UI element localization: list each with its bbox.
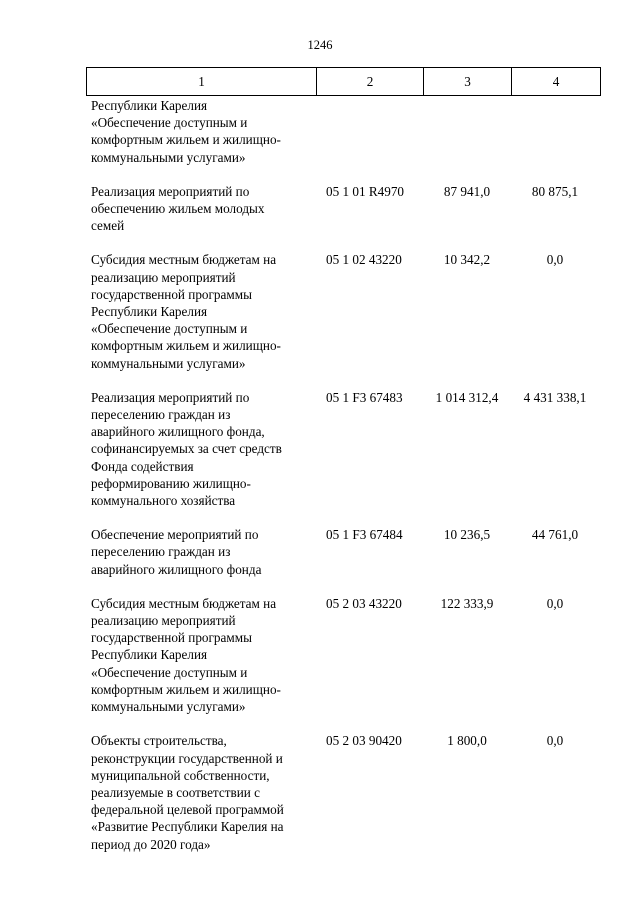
- description-line: аварийного жилищного фонда: [91, 561, 262, 577]
- row-value-col3: [423, 97, 511, 166]
- row-value-col4: 44 761,0: [531, 527, 579, 543]
- description-line: Субсидия местным бюджетам на: [91, 252, 277, 268]
- row-value-col4: 0,0: [546, 252, 564, 268]
- row-description: [86, 183, 316, 235]
- description-line: Республики Карелия: [91, 304, 208, 320]
- table-row: [86, 389, 601, 509]
- row-value-col3: 87 941,0: [443, 183, 491, 199]
- row-description: [86, 389, 316, 509]
- row-value-col4: 0,0: [546, 595, 564, 611]
- description-line: федеральной целевой программой: [91, 802, 284, 818]
- row-code: 05 1 F3 67483: [326, 389, 403, 405]
- description-line: комфортным жильем и жилищно-: [91, 132, 281, 148]
- description-line: «Развитие Республики Карелия на: [91, 819, 284, 835]
- row-code: [316, 97, 423, 166]
- row-description: [86, 732, 316, 852]
- row-value-col3: 10 342,2: [443, 252, 491, 268]
- header-col-2: 2: [317, 68, 424, 95]
- row-code: 05 1 F3 67484: [326, 527, 403, 543]
- row-code: 05 2 03 43220: [326, 595, 402, 611]
- description-line: реализацию мероприятий: [91, 613, 236, 629]
- table-row: [86, 183, 601, 235]
- row-code: 05 1 02 43220: [326, 252, 402, 268]
- description-line: Обеспечение мероприятий по: [91, 527, 259, 543]
- table-row: [86, 97, 601, 166]
- description-line: реализацию мероприятий: [91, 269, 236, 285]
- row-value-col4: 4 431 338,1: [523, 389, 587, 405]
- description-line: переселению граждан из: [91, 544, 231, 560]
- header-col-1: 1: [87, 68, 317, 95]
- row-value-col3: 122 333,9: [440, 595, 494, 611]
- description-line: комфортным жильем и жилищно-: [91, 681, 281, 697]
- row-value-col4: [511, 97, 599, 166]
- page-number: 1246: [307, 38, 333, 52]
- description-line: Республики Карелия: [91, 98, 208, 113]
- description-line: семей: [91, 218, 125, 234]
- table-row: [86, 732, 601, 852]
- table-row: [86, 251, 601, 371]
- description-line: аварийного жилищного фонда,: [91, 424, 265, 440]
- row-value-col3: 1 014 312,4: [435, 389, 499, 405]
- row-description: [86, 595, 316, 715]
- description-line: Республики Карелия: [91, 647, 208, 663]
- description-line: переселению граждан из: [91, 407, 231, 423]
- description-line: Реализация мероприятий по: [91, 389, 250, 405]
- row-code: 05 1 01 R4970: [326, 183, 405, 199]
- table-header: [86, 67, 601, 96]
- description-line: Субсидия местным бюджетам на: [91, 595, 277, 611]
- description-line: «Обеспечение доступным и: [91, 664, 248, 680]
- row-description: [86, 251, 316, 371]
- row-code: 05 2 03 90420: [326, 733, 402, 749]
- description-line: государственной программы: [91, 286, 252, 302]
- row-description: [86, 97, 316, 166]
- table-body: [86, 97, 601, 870]
- description-line: реализуемые в соответствии с: [91, 784, 260, 800]
- description-line: «Обеспечение доступным и: [91, 321, 248, 337]
- description-line: Фонда содействия: [91, 458, 194, 474]
- header-col-3: 3: [424, 68, 512, 95]
- description-line: «Обеспечение доступным и: [91, 115, 248, 131]
- description-line: коммунальными услугами»: [91, 149, 246, 165]
- description-line: коммунального хозяйства: [91, 493, 236, 509]
- table-row: [86, 595, 601, 715]
- row-description: [86, 526, 316, 578]
- description-line: коммунальными услугами»: [91, 355, 246, 371]
- row-value-col4: 80 875,1: [531, 183, 579, 199]
- row-value-col3: 1 800,0: [447, 733, 487, 749]
- description-line: Реализация мероприятий по: [91, 183, 250, 199]
- description-line: софинансируемых за счет средств: [91, 441, 282, 457]
- description-line: муниципальной собственности,: [91, 767, 270, 783]
- header-col-4: 4: [552, 73, 560, 89]
- description-line: комфортным жильем и жилищно-: [91, 338, 281, 354]
- description-line: период до 2020 года»: [91, 836, 211, 852]
- description-line: реконструкции государственной и: [91, 750, 283, 766]
- description-line: коммунальными услугами»: [91, 699, 246, 715]
- description-line: Объекты строительства,: [91, 733, 227, 749]
- description-line: реформированию жилищно-: [91, 475, 251, 491]
- row-value-col4: 0,0: [546, 733, 564, 749]
- table-row: [86, 526, 601, 578]
- description-line: обеспечению жильем молодых: [91, 201, 265, 217]
- description-line: государственной программы: [91, 630, 252, 646]
- row-value-col3: 10 236,5: [443, 527, 491, 543]
